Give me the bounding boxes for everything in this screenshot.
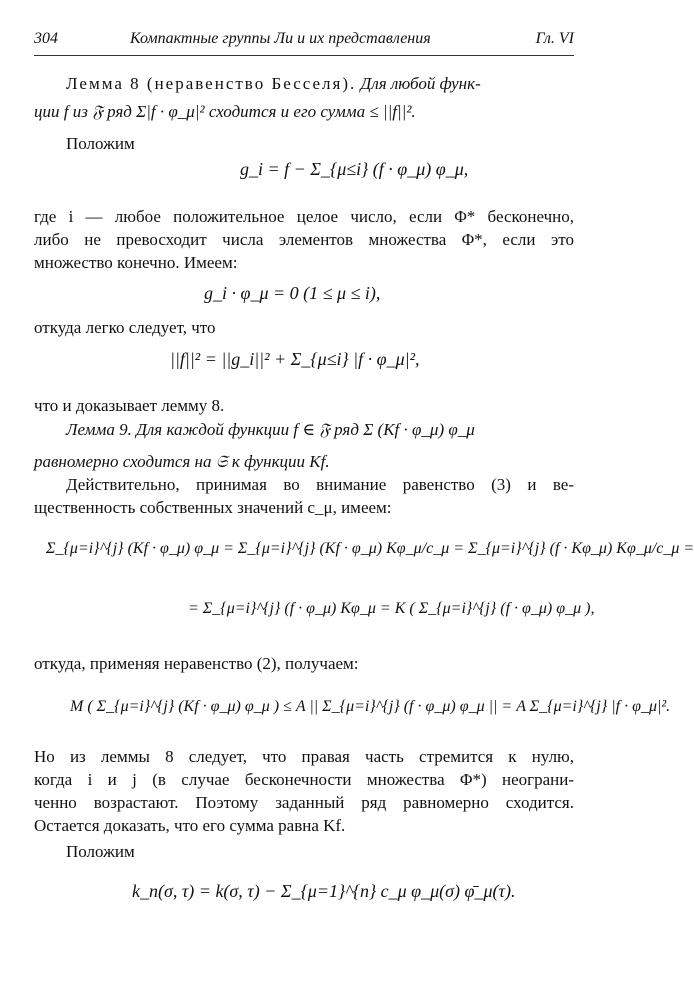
lemma9-line-2: равномерно сходится на 𝔖 к функции Kf. xyxy=(34,452,330,471)
paragraph-1-line-1: где i — любое положительное целое число, если Φ* бесконечно, xyxy=(34,207,574,226)
paragraph-2: откуда легко следует, что xyxy=(34,318,216,337)
formula-chain-1: Σ_{μ=i}^{j} (Kf · φ_μ) φ_μ = Σ_{μ=i}^{j} (Kf · φ_μ) Kφ_μ/c_μ = Σ_{μ=i}^{j} (f · Kφ_μ) Kφ_μ/c_μ = xyxy=(46,540,694,557)
header-rule xyxy=(34,55,574,56)
paragraph-5: откуда, применяя неравенство (2), получаем: xyxy=(34,654,359,673)
running-header xyxy=(34,30,574,52)
lemma8-statement: ции f из 𝔉 ряд Σ|f · φ_μ|² сходится и его сумма ≤ ||f||². xyxy=(34,102,416,121)
formula-kernel-kn: k_n(σ, τ) = k(σ, τ) − Σ_{μ=1}^{n} c_μ φ_μ(σ) φ̄_μ(τ). xyxy=(132,881,516,901)
paragraph-6-line-3: ченно возрастают. Поэтому заданный ряд равномерно сходится. xyxy=(34,793,574,812)
paragraph-4-line-1: Действительно, принимая во внимание равенство (3) и ве- xyxy=(66,475,574,494)
paragraph-6-line-4: Остается доказать, что его сумма равна Kf. xyxy=(34,816,346,835)
paragraph-4-line-2: щественность собственных значений c_μ, имеем: xyxy=(34,498,392,517)
paragraph-put-1: Положим xyxy=(66,134,135,153)
lemma9-line-1: Лемма 9. Для каждой функции f ∈ 𝔉 ряд Σ (Kf · φ_μ) φ_μ xyxy=(66,420,475,439)
chapter-label: Гл. VI xyxy=(535,30,574,47)
running-title: Компактные группы Ли и их представления xyxy=(130,30,431,47)
paragraph-6-line-1: Но из леммы 8 следует, что правая часть стремится к нулю, xyxy=(34,747,574,766)
paragraph-1-line-3: множество конечно. Имеем: xyxy=(34,253,238,272)
formula-g-i: g_i = f − Σ_{μ≤i} (f · φ_μ) φ_μ, xyxy=(240,159,469,179)
lemma8-statement-start: Для любой функ- xyxy=(360,74,481,93)
paragraph-6-line-2: когда i и j (в случае бесконечности множества Φ*) неограни- xyxy=(34,770,574,789)
paragraph-3: что и доказывает лемму 8. xyxy=(34,396,225,415)
lemma8-label: Лемма 8 (неравенство Бесселя). xyxy=(66,74,357,93)
lemma8-heading xyxy=(66,72,574,96)
paragraph-1-line-2: либо не превосходит числа элементов множества Φ*, если это xyxy=(34,230,574,249)
formula-chain-2: = Σ_{μ=i}^{j} (f · φ_μ) Kφ_μ = K ( Σ_{μ=i}^{j} (f · φ_μ) φ_μ ), xyxy=(188,600,595,617)
formula-orthogonality: g_i · φ_μ = 0 (1 ≤ μ ≤ i), xyxy=(204,283,381,303)
formula-norm: ||f||² = ||g_i||² + Σ_{μ≤i} |f · φ_μ|², xyxy=(170,349,420,369)
formula-M-bound: M ( Σ_{μ=i}^{j} (Kf · φ_μ) φ_μ ) ≤ A || Σ_{μ=i}^{j} (f · φ_μ) φ_μ || = A Σ_{μ=i}^{j} |f · φ_μ|². xyxy=(70,698,671,715)
page-number: 304 xyxy=(34,30,58,47)
paragraph-put-2: Положим xyxy=(66,842,135,861)
